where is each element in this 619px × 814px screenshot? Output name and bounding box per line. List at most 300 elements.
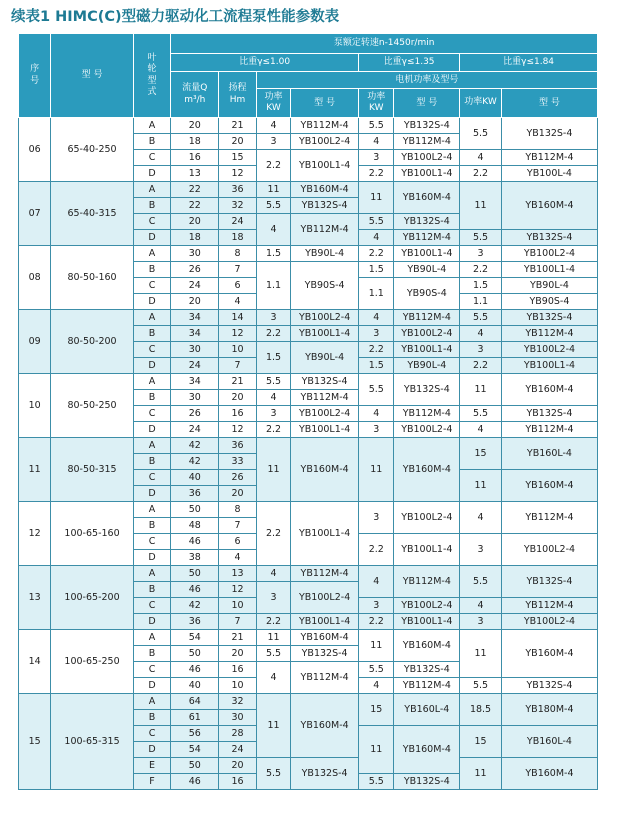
power-sg2: 11 [359, 182, 394, 214]
impeller-type: C [133, 534, 171, 550]
flow-value: 18 [171, 134, 219, 150]
motor-sg3: YB180M-4 [501, 694, 597, 726]
motor-sg2: YB100L1-4 [394, 166, 460, 182]
motor-sg1: YB90S-4 [291, 262, 359, 310]
motor-sg3: YB160M-4 [501, 630, 597, 678]
head-value: 12 [219, 166, 257, 182]
power-sg3: 11 [460, 374, 502, 406]
motor-sg3: YB132S-4 [501, 118, 597, 150]
header-motor-group: 电机功率及型号 [256, 72, 597, 89]
head-value: 28 [219, 726, 257, 742]
power-sg1: 2.2 [256, 422, 290, 438]
flow-value: 36 [171, 614, 219, 630]
motor-sg1: YB112M-4 [291, 390, 359, 406]
head-value: 21 [219, 630, 257, 646]
motor-sg3: YB112M-4 [501, 422, 597, 438]
motor-sg3: YB100L2-4 [501, 534, 597, 566]
power-sg3: 1.1 [460, 294, 502, 310]
head-value: 12 [219, 582, 257, 598]
motor-sg2: YB132S-4 [394, 662, 460, 678]
power-sg1: 4 [256, 390, 290, 406]
header-sg-3: 比重γ≤1.84 [460, 54, 598, 72]
head-value: 33 [219, 454, 257, 470]
flow-value: 54 [171, 630, 219, 646]
impeller-type: C [133, 342, 171, 358]
group-number: 09 [19, 310, 51, 374]
head-value: 4 [219, 294, 257, 310]
motor-sg2: YB90S-4 [394, 278, 460, 310]
power-sg3: 2.2 [460, 262, 502, 278]
motor-sg2: YB160M-4 [394, 630, 460, 662]
power-sg3: 3 [460, 246, 502, 262]
motor-sg2: YB100L1-4 [394, 342, 460, 358]
motor-sg1: YB112M-4 [291, 662, 359, 694]
head-value: 7 [219, 518, 257, 534]
motor-sg3: YB100L1-4 [501, 262, 597, 278]
motor-sg2: YB100L1-4 [394, 534, 460, 566]
motor-sg3: YB90S-4 [501, 294, 597, 310]
group-number: 08 [19, 246, 51, 310]
head-value: 13 [219, 566, 257, 582]
power-sg3: 5.5 [460, 678, 502, 694]
motor-sg2: YB132S-4 [394, 214, 460, 230]
power-sg2: 11 [359, 438, 394, 502]
impeller-type: D [133, 678, 171, 694]
head-value: 6 [219, 278, 257, 294]
power-sg3: 11 [460, 470, 502, 502]
head-value: 20 [219, 646, 257, 662]
impeller-type: B [133, 326, 171, 342]
power-sg2: 1.5 [359, 358, 394, 374]
power-sg1: 3 [256, 310, 290, 326]
flow-value: 24 [171, 278, 219, 294]
group-number: 13 [19, 566, 51, 630]
impeller-type: D [133, 742, 171, 758]
power-sg2: 2.2 [359, 534, 394, 566]
impeller-type: B [133, 710, 171, 726]
power-sg2: 4 [359, 566, 394, 598]
motor-sg1: YB100L1-4 [291, 614, 359, 630]
motor-sg2: YB112M-4 [394, 678, 460, 694]
motor-sg2: YB100L2-4 [394, 422, 460, 438]
power-sg1: 2.2 [256, 502, 290, 566]
head-value: 24 [219, 742, 257, 758]
power-sg2: 2.2 [359, 614, 394, 630]
impeller-type: A [133, 630, 171, 646]
power-sg1: 5.5 [256, 374, 290, 390]
motor-sg3: YB160M-4 [501, 182, 597, 230]
header-motor-model: 型 号 [394, 89, 460, 118]
motor-sg2: YB100L2-4 [394, 598, 460, 614]
header-motor-model: 型 号 [291, 89, 359, 118]
power-sg2: 3 [359, 150, 394, 166]
flow-value: 61 [171, 710, 219, 726]
head-value: 12 [219, 326, 257, 342]
power-sg1: 11 [256, 438, 290, 502]
power-sg1: 3 [256, 134, 290, 150]
motor-sg1: YB100L2-4 [291, 406, 359, 422]
power-sg3: 4 [460, 150, 502, 166]
power-sg3: 3 [460, 614, 502, 630]
flow-value: 30 [171, 246, 219, 262]
impeller-type: A [133, 566, 171, 582]
header-flow: 流量Q m³/h [171, 72, 219, 118]
power-sg1: 4 [256, 118, 290, 134]
power-sg3: 15 [460, 726, 502, 758]
impeller-type: A [133, 374, 171, 390]
impeller-type: A [133, 310, 171, 326]
power-sg2: 5.5 [359, 662, 394, 678]
head-value: 14 [219, 310, 257, 326]
motor-sg2: YB132S-4 [394, 118, 460, 134]
power-sg1: 11 [256, 630, 290, 646]
motor-sg1: YB132S-4 [291, 198, 359, 214]
impeller-type: B [133, 454, 171, 470]
power-sg1: 1.1 [256, 262, 290, 310]
power-sg1: 5.5 [256, 758, 290, 790]
power-sg2: 11 [359, 726, 394, 774]
power-sg1: 4 [256, 566, 290, 582]
header-speed: 泵额定转速n-1450r/min [171, 34, 598, 54]
power-sg2: 4 [359, 134, 394, 150]
power-sg2: 15 [359, 694, 394, 726]
impeller-type: B [133, 198, 171, 214]
flow-value: 22 [171, 182, 219, 198]
power-sg3: 11 [460, 758, 502, 790]
flow-value: 26 [171, 262, 219, 278]
head-value: 10 [219, 678, 257, 694]
power-sg2: 2.2 [359, 246, 394, 262]
impeller-type: F [133, 774, 171, 790]
pump-model: 100-65-250 [51, 630, 133, 694]
flow-value: 20 [171, 214, 219, 230]
flow-value: 50 [171, 502, 219, 518]
pump-model: 80-50-250 [51, 374, 133, 438]
header-impeller: 叶轮型式 [133, 34, 171, 118]
header-power: 功率KW [460, 89, 502, 118]
flow-value: 26 [171, 406, 219, 422]
motor-sg2: YB160M-4 [394, 726, 460, 774]
power-sg1: 3 [256, 406, 290, 422]
motor-sg3: YB160L-4 [501, 726, 597, 758]
motor-sg2: YB112M-4 [394, 310, 460, 326]
power-sg1: 1.5 [256, 246, 290, 262]
power-sg3: 4 [460, 502, 502, 534]
power-sg3: 5.5 [460, 310, 502, 326]
motor-sg1: YB112M-4 [291, 214, 359, 246]
motor-sg3: YB160M-4 [501, 374, 597, 406]
impeller-type: A [133, 438, 171, 454]
head-value: 8 [219, 502, 257, 518]
head-value: 36 [219, 182, 257, 198]
impeller-type: B [133, 582, 171, 598]
impeller-type: D [133, 486, 171, 502]
flow-value: 40 [171, 470, 219, 486]
motor-sg3: YB100L2-4 [501, 614, 597, 630]
head-value: 20 [219, 390, 257, 406]
head-value: 4 [219, 550, 257, 566]
power-sg2: 4 [359, 678, 394, 694]
motor-sg1: YB100L2-4 [291, 582, 359, 614]
pump-model: 100-65-200 [51, 566, 133, 630]
motor-sg2: YB132S-4 [394, 774, 460, 790]
flow-value: 46 [171, 582, 219, 598]
impeller-type: C [133, 278, 171, 294]
power-sg1: 1.5 [256, 342, 290, 374]
head-value: 21 [219, 374, 257, 390]
impeller-type: C [133, 598, 171, 614]
impeller-type: B [133, 518, 171, 534]
motor-sg1: YB100L1-4 [291, 326, 359, 342]
impeller-type: C [133, 662, 171, 678]
motor-sg2: YB132S-4 [394, 374, 460, 406]
flow-value: 46 [171, 774, 219, 790]
power-sg1: 2.2 [256, 150, 290, 182]
motor-sg3: YB132S-4 [501, 566, 597, 598]
flow-value: 50 [171, 646, 219, 662]
motor-sg3: YB132S-4 [501, 310, 597, 326]
group-number: 07 [19, 182, 51, 246]
power-sg2: 5.5 [359, 374, 394, 406]
head-value: 7 [219, 262, 257, 278]
motor-sg1: YB100L1-4 [291, 422, 359, 438]
impeller-type: C [133, 214, 171, 230]
impeller-type: B [133, 390, 171, 406]
flow-value: 50 [171, 566, 219, 582]
pump-model: 80-50-315 [51, 438, 133, 502]
flow-value: 56 [171, 726, 219, 742]
flow-value: 20 [171, 118, 219, 134]
motor-sg2: YB90L-4 [394, 358, 460, 374]
impeller-type: A [133, 118, 171, 134]
head-value: 15 [219, 150, 257, 166]
head-value: 16 [219, 406, 257, 422]
flow-value: 30 [171, 342, 219, 358]
flow-value: 22 [171, 198, 219, 214]
motor-sg3: YB112M-4 [501, 502, 597, 534]
motor-sg3: YB132S-4 [501, 230, 597, 246]
power-sg3: 3 [460, 342, 502, 358]
head-value: 24 [219, 214, 257, 230]
header-sg-2: 比重γ≤1.35 [359, 54, 460, 72]
flow-value: 24 [171, 358, 219, 374]
impeller-type: D [133, 230, 171, 246]
power-sg3: 4 [460, 422, 502, 438]
motor-sg3: YB112M-4 [501, 150, 597, 166]
power-sg2: 5.5 [359, 118, 394, 134]
pump-model: 80-50-160 [51, 246, 133, 310]
motor-sg2: YB100L2-4 [394, 502, 460, 534]
flow-value: 46 [171, 534, 219, 550]
head-value: 20 [219, 134, 257, 150]
impeller-type: D [133, 614, 171, 630]
power-sg1: 11 [256, 694, 290, 758]
motor-sg1: YB100L1-4 [291, 502, 359, 566]
motor-sg3: YB100L2-4 [501, 246, 597, 262]
head-value: 16 [219, 774, 257, 790]
flow-value: 38 [171, 550, 219, 566]
flow-value: 30 [171, 390, 219, 406]
motor-sg3: YB100L2-4 [501, 342, 597, 358]
impeller-type: A [133, 246, 171, 262]
impeller-type: A [133, 694, 171, 710]
power-sg2: 3 [359, 326, 394, 342]
motor-sg1: YB160M-4 [291, 694, 359, 758]
impeller-type: C [133, 726, 171, 742]
power-sg1: 2.2 [256, 326, 290, 342]
motor-sg3: YB100L1-4 [501, 358, 597, 374]
motor-sg2: YB160M-4 [394, 438, 460, 502]
impeller-type: D [133, 422, 171, 438]
motor-sg1: YB112M-4 [291, 118, 359, 134]
header-head: 扬程Hm [219, 72, 257, 118]
flow-value: 54 [171, 742, 219, 758]
motor-sg3: YB90L-4 [501, 278, 597, 294]
motor-sg2: YB112M-4 [394, 230, 460, 246]
power-sg3: 5.5 [460, 230, 502, 246]
power-sg2: 4 [359, 310, 394, 326]
power-sg2: 1.1 [359, 278, 394, 310]
impeller-type: E [133, 758, 171, 774]
motor-sg2: YB112M-4 [394, 134, 460, 150]
head-value: 12 [219, 422, 257, 438]
motor-sg1: YB132S-4 [291, 374, 359, 390]
motor-sg1: YB100L1-4 [291, 150, 359, 182]
flow-value: 64 [171, 694, 219, 710]
head-value: 8 [219, 246, 257, 262]
impeller-type: B [133, 262, 171, 278]
page-title: 续表1 HIMC(C)型磁力驱动化工流程泵性能参数表 [11, 9, 340, 25]
motor-sg2: YB100L1-4 [394, 246, 460, 262]
motor-sg3: YB112M-4 [501, 326, 597, 342]
power-sg2: 2.2 [359, 342, 394, 358]
flow-value: 36 [171, 486, 219, 502]
power-sg2: 1.5 [359, 262, 394, 278]
impeller-type: C [133, 150, 171, 166]
impeller-type: D [133, 166, 171, 182]
power-sg2: 2.2 [359, 166, 394, 182]
head-value: 16 [219, 662, 257, 678]
head-value: 20 [219, 486, 257, 502]
pump-model: 100-65-160 [51, 502, 133, 566]
motor-sg2: YB100L2-4 [394, 326, 460, 342]
impeller-type: B [133, 646, 171, 662]
motor-sg3: YB100L-4 [501, 166, 597, 182]
power-sg3: 2.2 [460, 358, 502, 374]
flow-value: 34 [171, 310, 219, 326]
group-number: 11 [19, 438, 51, 502]
power-sg3: 15 [460, 438, 502, 470]
power-sg1: 3 [256, 582, 290, 614]
head-value: 10 [219, 598, 257, 614]
pump-model: 65-40-315 [51, 182, 133, 246]
motor-sg3: YB132S-4 [501, 678, 597, 694]
impeller-type: C [133, 470, 171, 486]
head-value: 7 [219, 614, 257, 630]
motor-sg2: YB160M-4 [394, 182, 460, 214]
power-sg3: 18.5 [460, 694, 502, 726]
head-value: 7 [219, 358, 257, 374]
group-number: 15 [19, 694, 51, 790]
motor-sg1: YB90L-4 [291, 342, 359, 374]
pump-model: 65-40-250 [51, 118, 133, 182]
power-sg2: 5.5 [359, 774, 394, 790]
motor-sg2: YB160L-4 [394, 694, 460, 726]
group-number: 06 [19, 118, 51, 182]
impeller-type: C [133, 406, 171, 422]
impeller-type: D [133, 294, 171, 310]
flow-value: 13 [171, 166, 219, 182]
power-sg3: 1.5 [460, 278, 502, 294]
power-sg1: 11 [256, 182, 290, 198]
power-sg2: 3 [359, 502, 394, 534]
power-sg3: 2.2 [460, 166, 502, 182]
power-sg1: 5.5 [256, 646, 290, 662]
head-value: 10 [219, 342, 257, 358]
flow-value: 42 [171, 598, 219, 614]
flow-value: 34 [171, 326, 219, 342]
group-number: 14 [19, 630, 51, 694]
motor-sg1: YB112M-4 [291, 566, 359, 582]
head-value: 18 [219, 230, 257, 246]
power-sg1: 2.2 [256, 614, 290, 630]
motor-sg1: YB160M-4 [291, 438, 359, 502]
head-value: 32 [219, 694, 257, 710]
motor-sg3: YB160L-4 [501, 438, 597, 470]
motor-sg2: YB112M-4 [394, 566, 460, 598]
group-number: 12 [19, 502, 51, 566]
impeller-type: B [133, 134, 171, 150]
flow-value: 24 [171, 422, 219, 438]
header-sg-1: 比重γ≤1.00 [171, 54, 359, 72]
motor-sg3: YB132S-4 [501, 406, 597, 422]
power-sg3: 11 [460, 182, 502, 230]
motor-sg1: YB132S-4 [291, 646, 359, 662]
flow-value: 18 [171, 230, 219, 246]
power-sg3: 5.5 [460, 118, 502, 150]
head-value: 32 [219, 198, 257, 214]
flow-value: 42 [171, 454, 219, 470]
power-sg2: 3 [359, 598, 394, 614]
flow-value: 46 [171, 662, 219, 678]
motor-sg2: YB100L1-4 [394, 614, 460, 630]
motor-sg3: YB160M-4 [501, 758, 597, 790]
power-sg2: 4 [359, 230, 394, 246]
impeller-type: A [133, 182, 171, 198]
flow-value: 20 [171, 294, 219, 310]
motor-sg2: YB100L2-4 [394, 150, 460, 166]
pump-model: 80-50-200 [51, 310, 133, 374]
head-value: 6 [219, 534, 257, 550]
power-sg1: 4 [256, 214, 290, 246]
header-power: 功率KW [359, 89, 394, 118]
flow-value: 40 [171, 678, 219, 694]
header-motor-model: 型 号 [501, 89, 597, 118]
motor-sg1: YB90L-4 [291, 246, 359, 262]
power-sg1: 4 [256, 662, 290, 694]
motor-sg3: YB160M-4 [501, 470, 597, 502]
head-value: 36 [219, 438, 257, 454]
motor-sg2: YB112M-4 [394, 406, 460, 422]
motor-sg1: YB100L2-4 [291, 310, 359, 326]
power-sg2: 4 [359, 406, 394, 422]
power-sg3: 5.5 [460, 566, 502, 598]
flow-value: 34 [171, 374, 219, 390]
motor-sg1: YB132S-4 [291, 758, 359, 790]
power-sg2: 5.5 [359, 214, 394, 230]
motor-sg1: YB100L2-4 [291, 134, 359, 150]
power-sg2: 11 [359, 630, 394, 662]
